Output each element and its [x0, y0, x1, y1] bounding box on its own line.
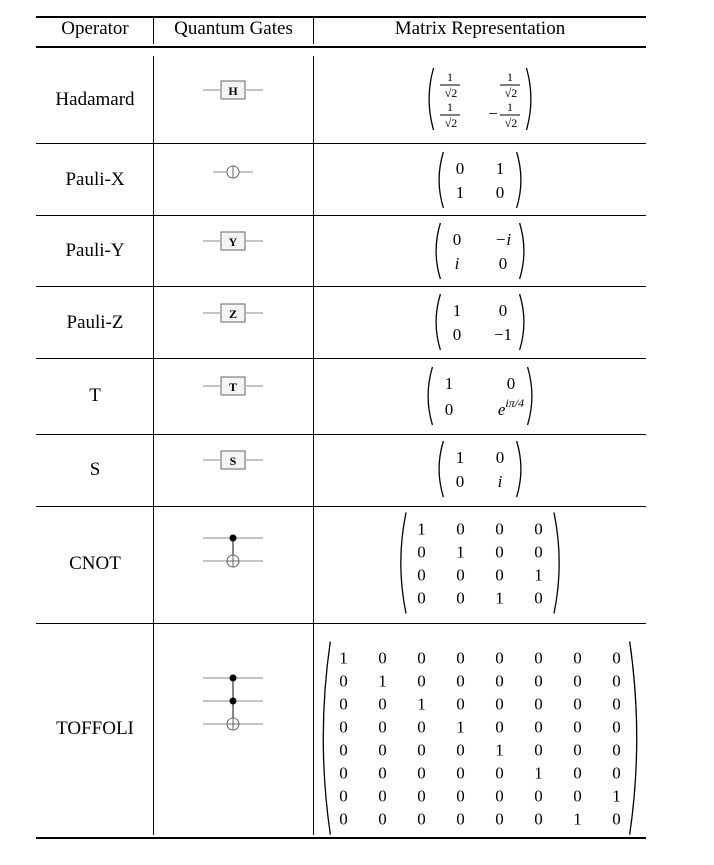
- matrix-entry: 0: [417, 763, 426, 783]
- matrix-entry: 0: [495, 448, 505, 467]
- matrix-entry: 0: [495, 565, 504, 585]
- matrix-entry: 1: [573, 809, 582, 829]
- matrix-entry: 0: [498, 254, 508, 273]
- matrix-entry: 0: [456, 648, 465, 668]
- matrix-entry: 0: [612, 809, 621, 829]
- matrix-entry: 0: [456, 588, 465, 608]
- matrix-entry: 0: [417, 740, 426, 760]
- matrix-entry: 0: [573, 763, 582, 783]
- matrix-entry: 0: [495, 648, 504, 668]
- svg-text:√2: √2: [504, 116, 518, 130]
- matrix-entry: 0: [444, 400, 454, 419]
- matrix-entry: 0: [339, 740, 348, 760]
- matrix-entry: 0: [378, 717, 387, 737]
- svg-text:1: 1: [447, 100, 453, 114]
- matrix-entry: −i: [494, 230, 512, 249]
- matrix-entry: 0: [417, 671, 426, 691]
- matrix-entry: 1: [495, 159, 505, 178]
- matrix-entry: 0: [455, 472, 465, 491]
- gate-label: H: [228, 84, 238, 98]
- matrix-entry: 0: [612, 694, 621, 714]
- matrix-entry: 0: [573, 740, 582, 760]
- matrix-entry: 1: [417, 694, 426, 714]
- svg-text:√2: √2: [444, 86, 458, 100]
- matrix-entry: 0: [339, 786, 348, 806]
- matrix-entry: 0: [495, 717, 504, 737]
- matrix-entry: 0: [417, 565, 426, 585]
- matrix-entry: 0: [378, 786, 387, 806]
- matrix-entry: 0: [456, 740, 465, 760]
- matrix-entry: 1: [417, 519, 426, 539]
- matrix-entry: 0: [534, 694, 543, 714]
- matrix-entry: 1: [455, 183, 465, 202]
- matrix-entry: 0: [378, 740, 387, 760]
- matrix-entry: 0: [456, 519, 465, 539]
- matrix-entry: 0: [339, 694, 348, 714]
- matrix-entry: 1: [612, 786, 621, 806]
- matrix-entry: 0: [452, 230, 462, 249]
- matrix-entry: i: [497, 472, 503, 491]
- matrix-entry: 0: [417, 542, 426, 562]
- matrix-entry: i: [454, 254, 460, 273]
- operator-t: T: [89, 385, 101, 406]
- matrix-entry: 0: [456, 694, 465, 714]
- gate-label: S: [229, 454, 237, 468]
- matrix-entry: 0: [339, 717, 348, 737]
- operator-pauli-z: Pauli-Z: [66, 312, 124, 333]
- matrix-entry: 0: [534, 519, 543, 539]
- header-matrix-representation: Matrix Representation: [394, 18, 566, 39]
- matrix-entry: 1: [534, 763, 543, 783]
- matrix-entry: 1: [444, 374, 454, 393]
- matrix-entry: 0: [417, 588, 426, 608]
- header-quantum-gates: Quantum Gates: [174, 18, 293, 39]
- header-operator: Operator: [61, 18, 129, 39]
- matrix-entry: 1: [534, 565, 543, 585]
- matrix-entry: 0: [573, 648, 582, 668]
- matrix-entry: 0: [534, 588, 543, 608]
- matrix-entry: 0: [495, 763, 504, 783]
- matrix-entry: 1: [452, 301, 462, 320]
- matrix-entry: 0: [612, 763, 621, 783]
- matrix-entry: 1: [495, 588, 504, 608]
- matrix-entry: 1: [455, 448, 465, 467]
- matrix-entry: 1: [339, 648, 348, 668]
- matrix-entry: 0: [495, 786, 504, 806]
- matrix-entry: 0: [378, 809, 387, 829]
- matrix-entry: 0: [417, 786, 426, 806]
- gate-label: Y: [228, 235, 238, 249]
- matrix-entry: 0: [378, 763, 387, 783]
- matrix-entry: 0: [534, 717, 543, 737]
- matrix-entry: 0: [339, 671, 348, 691]
- matrix-entry: 0: [495, 809, 504, 829]
- matrix-entry: 0: [495, 671, 504, 691]
- operator-pauli-y: Pauli-Y: [65, 240, 125, 261]
- matrix-entry: 0: [506, 374, 516, 393]
- matrix-entry: 0: [495, 183, 505, 202]
- matrix-entry: 0: [534, 786, 543, 806]
- matrix-entry: 0: [339, 809, 348, 829]
- matrix-entry: 1: [495, 740, 504, 760]
- matrix-entry: 0: [456, 671, 465, 691]
- operator-s: S: [89, 459, 101, 480]
- matrix-entry: 0: [456, 809, 465, 829]
- matrix-entry: −1: [493, 325, 513, 344]
- matrix-entry: 1: [378, 671, 387, 691]
- matrix-entry: 0: [456, 763, 465, 783]
- matrix-entry: 0: [378, 648, 387, 668]
- matrix-entry: 0: [495, 694, 504, 714]
- matrix-entry: 0: [612, 717, 621, 737]
- matrix-entry: 0: [573, 694, 582, 714]
- right-parenthesis: [630, 642, 637, 835]
- matrix-entry: 0: [455, 159, 465, 178]
- matrix-entry: $e^{i\pi/4}$: [497, 396, 525, 419]
- matrix-entry: 0: [417, 648, 426, 668]
- matrix-entry: 0: [378, 694, 387, 714]
- matrix-entry: 1: [456, 717, 465, 737]
- matrix-entry: 0: [339, 763, 348, 783]
- matrix-entry: 0: [612, 671, 621, 691]
- matrix-entry: 0: [612, 648, 621, 668]
- svg-text:1: 1: [507, 100, 513, 114]
- matrix-entry: 0: [417, 809, 426, 829]
- svg-text:1: 1: [447, 70, 453, 84]
- matrix-entry: 0: [495, 519, 504, 539]
- operator-toffoli: TOFFOLI: [56, 718, 134, 739]
- gate-label: Z: [228, 307, 238, 321]
- operator-cnot: CNOT: [69, 553, 121, 574]
- matrix-entry: 0: [456, 565, 465, 585]
- matrix-entry: 0: [456, 786, 465, 806]
- matrix-entry: 0: [534, 542, 543, 562]
- svg-text:√2: √2: [444, 116, 458, 130]
- matrix-entry: 0: [534, 740, 543, 760]
- matrix-entry: 1: [456, 542, 465, 562]
- matrix-entry: 0: [452, 325, 462, 344]
- matrix-entry: 0: [417, 717, 426, 737]
- matrix-entry: 0: [573, 786, 582, 806]
- matrix-entry: 0: [573, 671, 582, 691]
- left-parenthesis: [323, 642, 330, 835]
- matrix-entry: 0: [534, 648, 543, 668]
- matrix-entry: 0: [573, 717, 582, 737]
- svg-text:−: −: [488, 104, 498, 123]
- operator-pauli-x: Pauli-X: [65, 169, 125, 190]
- gate-label: T: [228, 380, 238, 394]
- matrix-entry: 0: [495, 542, 504, 562]
- svg-text:√2: √2: [504, 86, 518, 100]
- matrix-entry: 0: [612, 740, 621, 760]
- svg-text:1: 1: [507, 70, 513, 84]
- matrix-entry: 0: [534, 809, 543, 829]
- matrix-entry: 0: [498, 301, 508, 320]
- matrix-entry: 0: [534, 671, 543, 691]
- operator-hadamard: Hadamard: [55, 89, 135, 110]
